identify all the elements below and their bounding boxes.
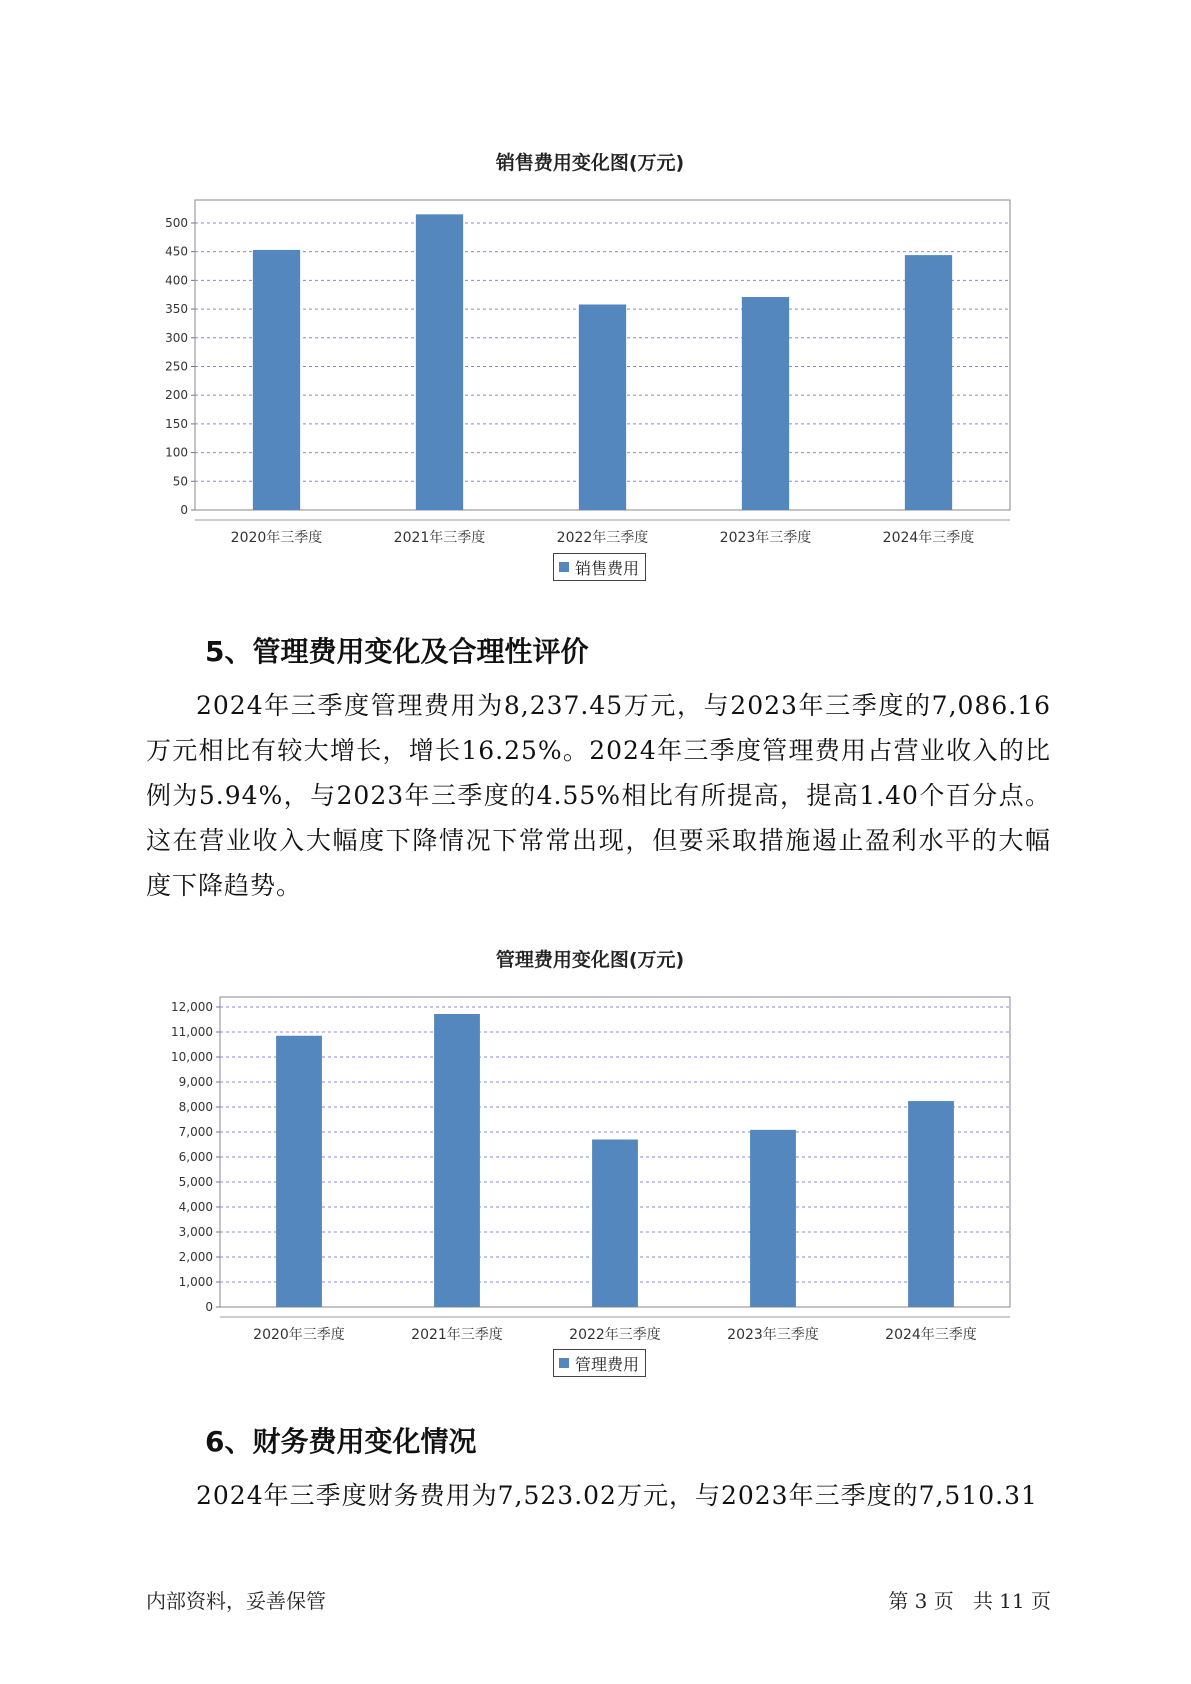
legend-swatch — [559, 562, 569, 572]
bar — [592, 1140, 638, 1308]
x-tick-label: 2022年三季度 — [556, 530, 649, 546]
legend-label: 销售费用 — [575, 558, 640, 578]
y-tick-label: 300 — [165, 330, 188, 345]
section-heading: 5、管理费用变化及合理性评价 — [205, 635, 589, 668]
bar — [905, 255, 952, 510]
bar — [908, 1101, 954, 1307]
y-tick-label: 9,000 — [178, 1075, 213, 1089]
bar — [416, 214, 463, 510]
x-tick-label: 2022年三季度 — [569, 1327, 661, 1343]
y-tick-label: 1,000 — [178, 1275, 213, 1289]
y-tick-label: 2,000 — [178, 1250, 213, 1264]
legend-swatch — [559, 1358, 569, 1368]
chart-legend — [553, 553, 646, 581]
x-tick-label: 2023年三季度 — [727, 1327, 819, 1343]
bar — [742, 297, 789, 510]
x-tick-label: 2023年三季度 — [719, 530, 812, 546]
y-tick-label: 11,000 — [171, 1025, 213, 1039]
y-tick-label: 400 — [165, 273, 188, 288]
y-tick-label: 12,000 — [171, 1000, 213, 1014]
x-tick-label: 2020年三季度 — [230, 530, 323, 546]
sales-expense-chart — [150, 140, 1030, 578]
section-paragraph: 2024年三季度财务费用为7,523.02万元，与2023年三季度的7,510.31 — [196, 1481, 1038, 1510]
y-tick-label: 100 — [165, 445, 188, 460]
y-tick-label: 450 — [165, 244, 188, 259]
chart-plot — [150, 977, 1030, 1357]
admin-expense-chart — [150, 937, 1030, 1374]
chart-title: 销售费用变化图(万元) — [495, 152, 685, 174]
y-tick-label: 8,000 — [178, 1100, 213, 1114]
y-tick-label: 200 — [165, 388, 188, 403]
y-tick-label: 0 — [205, 1300, 213, 1314]
legend-label: 管理费用 — [575, 1354, 640, 1374]
section-paragraph: 2024年三季度管理费用为8,237.45万元，与2023年三季度的7,086.16万元相比有较大增长，增长16.25%。2024年三季度管理费用占营业收入的比例为5.94%，与2023年三季度的4.55%相比有所提高，提高1.40个百分点。这在营业收入大幅度下降情况下常常出现，但要采取措施遏止盈利水平的大幅度下降趋势。 — [146, 691, 1051, 900]
footer-left: 内部资料，妥善保管 — [146, 1589, 326, 1613]
x-tick-label: 2021年三季度 — [393, 530, 486, 546]
y-tick-label: 7,000 — [178, 1125, 213, 1139]
y-tick-label: 0 — [180, 503, 188, 517]
y-tick-label: 50 — [172, 474, 188, 489]
bar — [750, 1130, 796, 1307]
y-tick-label: 4,000 — [178, 1200, 213, 1214]
chart-title: 管理费用变化图(万元) — [495, 949, 685, 971]
chart-plot — [150, 180, 1030, 560]
footer-page-number: 第 3 页 共 11 页 — [888, 1589, 1051, 1613]
chart-legend — [553, 1349, 646, 1377]
bar — [434, 1014, 480, 1307]
x-tick-label: 2024年三季度 — [885, 1327, 977, 1343]
bar — [579, 304, 626, 510]
x-tick-label: 2021年三季度 — [411, 1327, 503, 1343]
y-tick-label: 3,000 — [178, 1225, 213, 1239]
y-tick-label: 6,000 — [178, 1150, 213, 1164]
y-tick-label: 10,000 — [171, 1050, 213, 1064]
bar — [276, 1036, 322, 1307]
y-tick-label: 150 — [165, 416, 188, 431]
bar — [253, 250, 300, 510]
y-tick-label: 500 — [165, 215, 188, 230]
y-tick-label: 5,000 — [178, 1175, 213, 1189]
section-heading: 6、财务费用变化情况 — [205, 1425, 477, 1458]
y-tick-label: 350 — [165, 302, 188, 317]
x-tick-label: 2024年三季度 — [882, 530, 975, 546]
y-tick-label: 250 — [165, 359, 188, 374]
x-tick-label: 2020年三季度 — [253, 1327, 345, 1343]
